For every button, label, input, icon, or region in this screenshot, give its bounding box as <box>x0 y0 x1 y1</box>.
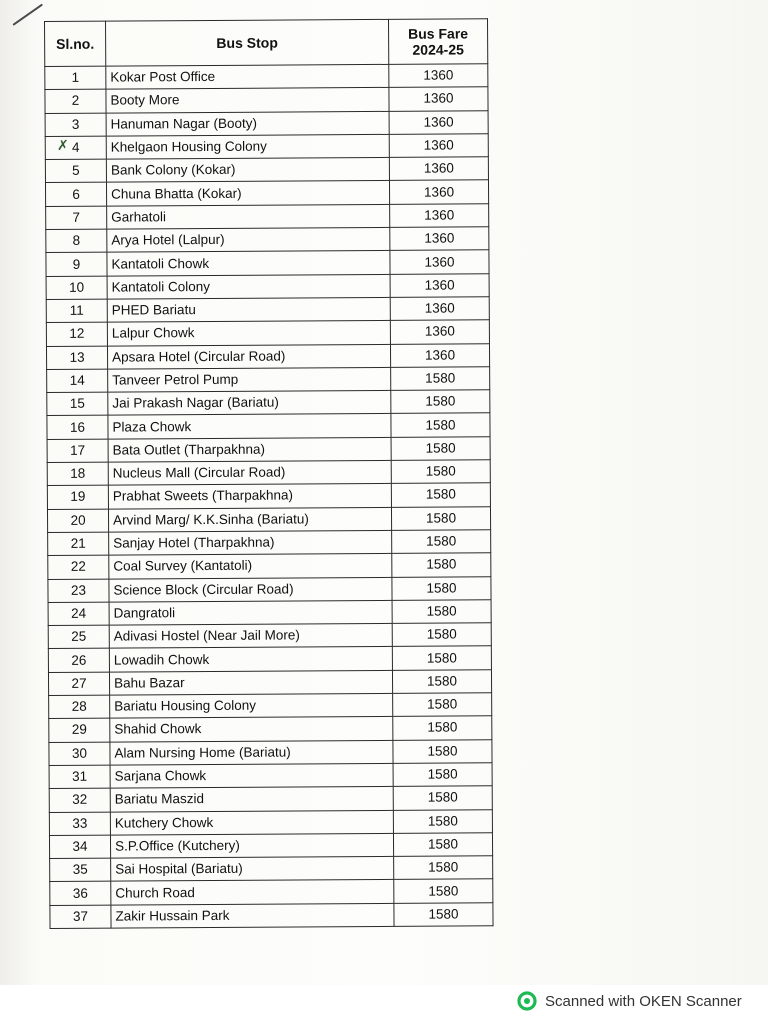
cell-bus-stop: Bahu Bazar <box>109 670 392 695</box>
scanner-watermark <box>517 990 742 1012</box>
cell-bus-fare: 1580 <box>394 902 493 926</box>
cell-sl-no: 13 <box>46 346 107 370</box>
table-row <box>47 390 490 416</box>
cell-sl-no: 8 <box>46 229 107 253</box>
table-row <box>46 343 489 369</box>
table-row <box>48 576 491 602</box>
cell-sl-no: 12 <box>46 322 107 346</box>
cell-bus-stop: PHED Bariatu <box>107 297 390 322</box>
cell-sl-no: 27 <box>48 672 109 696</box>
header-bus-fare <box>388 19 487 65</box>
cell-sl-no: 14 <box>47 369 108 393</box>
scanner-watermark-text: Scanned with OKEN Scanner <box>545 992 742 1010</box>
cell-bus-fare: 1580 <box>394 856 493 880</box>
table-row <box>49 693 492 719</box>
cell-sl-no: 7 <box>46 206 107 230</box>
cell-bus-fare: 1360 <box>390 227 489 251</box>
cell-bus-fare: 1360 <box>389 134 488 158</box>
cell-bus-fare: 1360 <box>390 204 489 228</box>
cell-sl-no: 18 <box>47 462 108 486</box>
cell-bus-stop: Zakir Hussain Park <box>111 903 394 928</box>
cell-bus-stop: Garhatoli <box>107 204 390 229</box>
cell-bus-fare: 1360 <box>390 250 489 274</box>
cell-bus-fare: 1580 <box>392 600 491 624</box>
cell-bus-fare: 1360 <box>389 87 488 111</box>
cell-bus-fare: 1580 <box>393 833 492 857</box>
table-row <box>47 367 490 393</box>
cell-sl-no: 3 <box>45 113 106 137</box>
cell-bus-stop: Chuna Bhatta (Kokar) <box>106 181 389 206</box>
cell-sl-no: 25 <box>48 625 109 649</box>
table-row <box>46 227 489 253</box>
cell-bus-stop: Lalpur Chowk <box>107 321 390 346</box>
cell-bus-stop: Bata Outlet (Tharpakhna) <box>108 437 391 462</box>
cell-bus-fare: 1580 <box>391 483 490 507</box>
cell-sl-no: 34 <box>49 835 110 859</box>
cell-bus-stop: Tanveer Petrol Pump <box>108 367 391 392</box>
table-row <box>48 530 491 556</box>
table-row <box>48 623 491 649</box>
table-row <box>48 669 491 695</box>
table-row <box>47 506 490 532</box>
cell-bus-stop: Adivasi Hostel (Near Jail More) <box>109 624 392 649</box>
cell-bus-fare: 1580 <box>391 506 490 530</box>
table-row <box>49 763 492 789</box>
cell-bus-fare: 1580 <box>391 367 490 391</box>
table-row <box>48 646 491 672</box>
cell-bus-stop: Bank Colony (Kokar) <box>106 158 389 183</box>
cell-bus-fare: 1580 <box>392 669 491 693</box>
cell-sl-no: 16 <box>47 416 108 440</box>
cell-sl-no: 5 <box>45 159 106 183</box>
cell-sl-no: 6 <box>45 183 106 207</box>
cell-bus-stop: Kantatoli Colony <box>107 274 390 299</box>
table-body <box>45 64 493 929</box>
cell-bus-fare: 1580 <box>392 623 491 647</box>
cell-bus-fare: 1360 <box>390 273 489 297</box>
cell-bus-fare: 1580 <box>393 693 492 717</box>
header-bus-stop: Bus Stop <box>106 19 389 66</box>
cell-bus-stop: Church Road <box>111 880 394 905</box>
cell-bus-stop: S.P.Office (Kutchery) <box>110 833 393 858</box>
cell-bus-stop: Sarjana Chowk <box>110 763 393 788</box>
fare-table-container <box>44 18 492 929</box>
oken-scanner-logo-icon <box>517 991 537 1011</box>
cell-bus-fare: 1360 <box>390 320 489 344</box>
table-row <box>45 180 488 206</box>
cell-bus-stop: Dangratoli <box>109 600 392 625</box>
cell-bus-stop: Apsara Hotel (Circular Road) <box>107 344 390 369</box>
cell-sl-no: 1 <box>45 66 106 90</box>
cell-bus-stop: Shahid Chowk <box>110 717 393 742</box>
cell-bus-fare: 1580 <box>394 879 493 903</box>
cell-bus-fare: 1580 <box>392 530 491 554</box>
table-row <box>47 483 490 509</box>
cell-sl-no: 28 <box>49 695 110 719</box>
cell-bus-stop: Coal Survey (Kantatoli) <box>109 554 392 579</box>
cell-sl-no: 31 <box>49 765 110 789</box>
cell-bus-fare: 1360 <box>389 64 488 88</box>
cell-sl-no: 9 <box>46 252 107 276</box>
cell-bus-fare: 1580 <box>391 460 490 484</box>
table-row <box>45 87 488 113</box>
cell-sl-no: 17 <box>47 439 108 463</box>
cell-sl-no: 35 <box>50 858 111 882</box>
cell-bus-fare: 1580 <box>393 739 492 763</box>
cell-sl-no: 10 <box>46 276 107 300</box>
cell-sl-no: 15 <box>47 392 108 416</box>
table-row <box>45 157 488 183</box>
table-row <box>45 110 488 136</box>
cell-sl-no: 4 <box>45 136 106 160</box>
cell-bus-fare: 1580 <box>392 553 491 577</box>
cell-bus-stop: Khelgaon Housing Colony <box>106 134 389 159</box>
table-row <box>45 64 488 90</box>
header-bus-fare-line1: Bus Fare <box>408 25 469 42</box>
cell-bus-stop: Arvind Marg/ K.K.Sinha (Bariatu) <box>108 507 391 532</box>
table-row <box>49 833 492 859</box>
cell-bus-fare: 1360 <box>389 110 488 134</box>
cell-sl-no: 26 <box>48 649 109 673</box>
cell-bus-fare: 1360 <box>390 343 489 367</box>
handwritten-tick-mark: ✗ <box>57 138 69 154</box>
cell-bus-fare: 1580 <box>391 390 490 414</box>
table-row <box>50 856 493 882</box>
cell-sl-no: 11 <box>46 299 107 323</box>
table-row <box>45 134 488 160</box>
cell-bus-fare: 1580 <box>392 646 491 670</box>
table-header-row <box>45 19 488 67</box>
cell-sl-no: 32 <box>49 788 110 812</box>
cell-sl-no: 37 <box>50 905 111 929</box>
cell-bus-fare: 1580 <box>391 413 490 437</box>
cell-bus-stop: Kokar Post Office <box>106 64 389 89</box>
cell-bus-fare: 1580 <box>392 576 491 600</box>
cell-bus-stop: Arya Hotel (Lalpur) <box>107 227 390 252</box>
cell-bus-fare: 1360 <box>389 180 488 204</box>
cell-bus-fare: 1360 <box>390 297 489 321</box>
cell-bus-stop: Lowadih Chowk <box>109 647 392 672</box>
table-row <box>46 250 489 276</box>
cell-bus-stop: Prabhat Sweets (Tharpakhna) <box>108 484 391 509</box>
cell-sl-no: 20 <box>47 509 108 533</box>
cell-sl-no: 29 <box>49 718 110 742</box>
cell-bus-stop: Hanuman Nagar (Booty) <box>106 111 389 136</box>
table-row <box>46 297 489 323</box>
table-row <box>46 204 489 230</box>
table-row <box>47 413 490 439</box>
cell-bus-stop: Booty More <box>106 88 389 113</box>
table-row <box>48 600 491 626</box>
cell-bus-stop: Plaza Chowk <box>108 414 391 439</box>
cell-sl-no: 30 <box>49 742 110 766</box>
table-row <box>49 716 492 742</box>
table-row <box>50 879 493 905</box>
cell-bus-stop: Sai Hospital (Bariatu) <box>111 856 394 881</box>
table-row <box>48 553 491 579</box>
cell-bus-stop: Bariatu Housing Colony <box>110 693 393 718</box>
cell-bus-stop: Jai Prakash Nagar (Bariatu) <box>108 391 391 416</box>
cell-bus-stop: Science Block (Circular Road) <box>109 577 392 602</box>
cell-bus-fare: 1580 <box>393 716 492 740</box>
table-row <box>49 809 492 835</box>
table-row <box>46 320 489 346</box>
bus-fare-table <box>44 18 494 929</box>
cell-bus-fare: 1360 <box>389 157 488 181</box>
cell-sl-no: 21 <box>48 532 109 556</box>
table-row <box>49 739 492 765</box>
table-row <box>47 437 490 463</box>
cell-sl-no: 2 <box>45 89 106 113</box>
cell-bus-stop: Sanjay Hotel (Tharpakhna) <box>109 530 392 555</box>
cell-sl-no: 22 <box>48 555 109 579</box>
header-bus-fare-line2: 2024-25 <box>412 41 464 58</box>
table-row <box>50 902 493 928</box>
cell-sl-no: 19 <box>47 485 108 509</box>
cell-bus-stop: Alam Nursing Home (Bariatu) <box>110 740 393 765</box>
cell-bus-fare: 1580 <box>393 763 492 787</box>
cell-bus-fare: 1580 <box>393 786 492 810</box>
cell-sl-no: 36 <box>50 881 111 905</box>
cell-bus-stop: Bariatu Maszid <box>110 787 393 812</box>
cell-bus-stop: Kutchery Chowk <box>110 810 393 835</box>
cell-bus-fare: 1580 <box>391 437 490 461</box>
cell-bus-stop: Nucleus Mall (Circular Road) <box>108 460 391 485</box>
cell-sl-no: 24 <box>48 602 109 626</box>
cell-sl-no: 23 <box>48 579 109 603</box>
table-row <box>46 273 489 299</box>
table-row <box>49 786 492 812</box>
header-sl-no: Sl.no. <box>45 21 106 66</box>
table-row <box>47 460 490 486</box>
cell-sl-no: 33 <box>49 812 110 836</box>
cell-bus-fare: 1580 <box>393 809 492 833</box>
cell-bus-stop: Kantatoli Chowk <box>107 251 390 276</box>
